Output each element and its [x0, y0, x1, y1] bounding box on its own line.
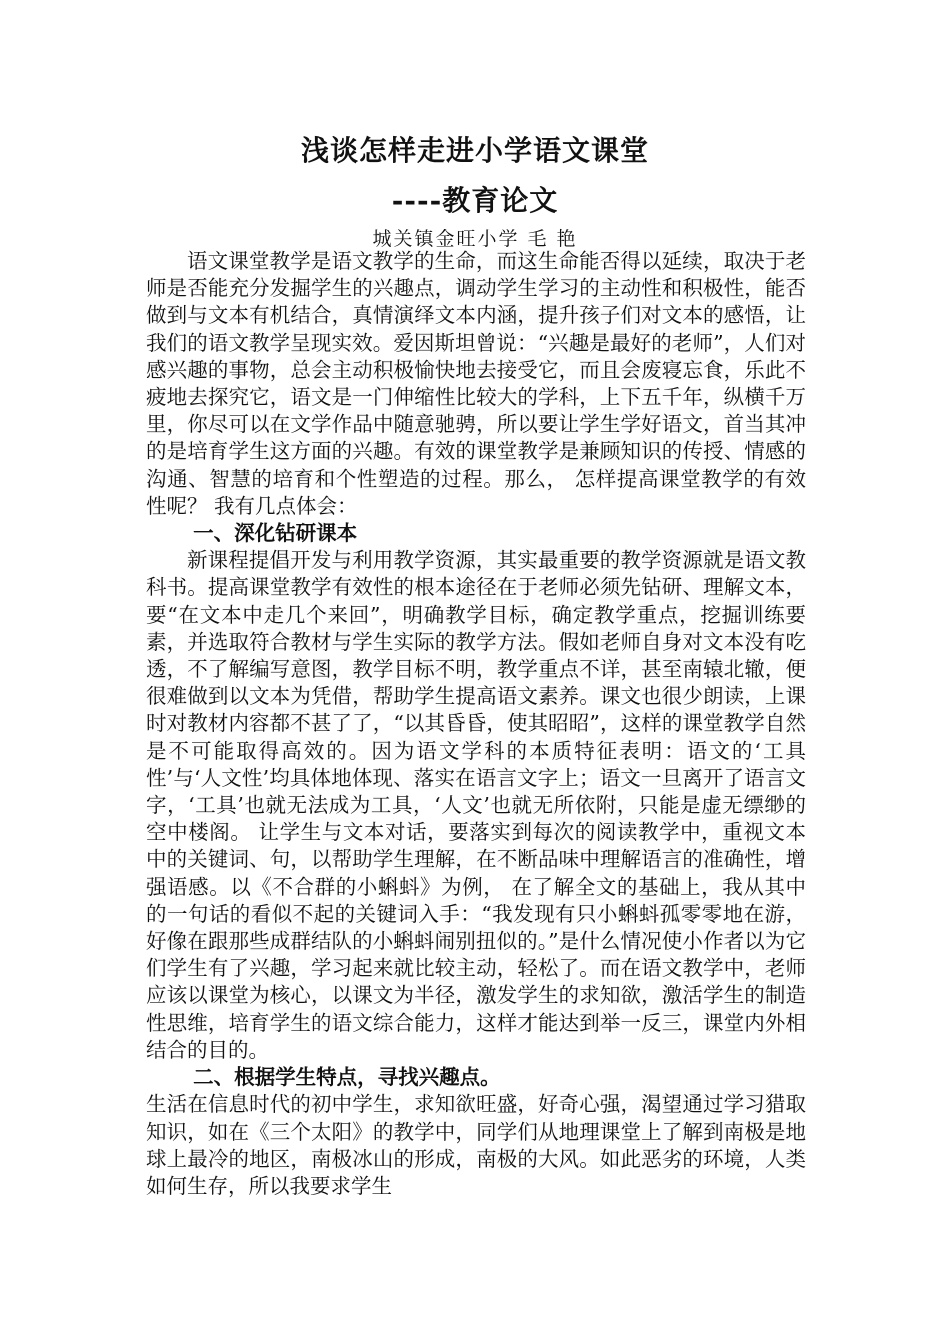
document-subtitle: ----教育论文 — [391, 184, 559, 217]
author-line: 城关镇金旺小学 毛 艳 — [372, 228, 578, 250]
document-body — [146, 248, 806, 1200]
intro-paragraph: 语文课堂教学是语文教学的生命，而这生命能否得以延续，取决于老师是否能充分发掘学生的兴趣点，调动学生学习的主动性和积极性，能否做到与文本有机结合，真情演绎文本内涵，提升孩子们对文本的感悟，让我们的语文教学呈现实效。爱因斯坦曾说：“兴趣是最好的老师”，人们对感兴趣的事物，总会主动积极愉快地去接受它，而且会废寝忘食，乐此不疲地去探究它，语文是一门伸缩性比较大的学科，上下五千年，纵横千万里，你尽可以在文学作品中随意驰骋，所以要让学生学好语文，首当其冲的是培育学生这方面的兴趣。有效的课堂教学是兼顾知识的传授、情感的沟通、智慧的培育和个性塑造的过程。那么， 怎样提高课堂教学的有效性呢？ 我有几点体会： — [146, 249, 806, 518]
document-title: 浅谈怎样走进小学语文课堂 — [300, 134, 649, 167]
section-1-heading: 一、深化钻研课本 — [193, 521, 358, 546]
section-2-heading: 二、根据学生特点，寻找兴趣点。 — [193, 1065, 501, 1090]
section-2-paragraph: 生活在信息时代的初中学生，求知欲旺盛，好奇心强，渴望通过学习猎取知识，如在《三个太阳》的教学中，同学们从地理课堂上了解到南极是地球上最冷的地区，南极冰山的形成，南极的大风。如此恶劣的环境，人类如何生存，所以我要求学生 — [146, 1092, 806, 1198]
section-1-paragraph: 新课程提倡开发与利用教学资源，其实最重要的教学资源就是语文教科书。提高课堂教学有效性的根本途径在于老师必须先钻研、理解文本，要“在文本中走几个来回”，明确教学目标，确定教学重点，挖掘训练要素，并选取符合教材与学生实际的教学方法。假如老师自身对文本没有吃透，不了解编写意图，教学目标不明，教学重点不详，甚至南辕北辙，便很难做到以文本为凭借，帮助学生提高语文素养。课文也很少朗读，上课时对教材内容都不甚了了，“以其昏昏，使其昭昭”，这样的课堂教学自然是不可能取得高效的。因为语文学科的本质特征表明：语文的‘工具性’与‘人文性’均具体地体现、落实在语言文字上；语文一旦离开了语言文字，‘工具’也就无法成为工具，‘人文’也就无所依附，只能是虚无缥缈的空中楼阁。 让学生与文本对话，要落实到每次的阅读教学中，重视文本中的关键词、句，以帮助学生理解，在不断品味中理解语言的准确性，增强语感。以《不合群的小蝌蚪》为例， 在了解全文的基础上，我从其中的一句话的看似不起的关键词入手：“我发现有只小蝌蚪孤零零地在游，好像在跟那些成群结队的小蝌蚪闹别扭似的。”是什么情况使小作者以为它们学生有了兴趣，学习起来就比较主动，轻松了。而在语文教学中，老师应该以课堂为核心，以课文为半径，激发学生的求知欲，激活学生的制造性思维，培育学生的语文综合能力，这样才能达到举一反三，课堂内外相结合的目的。 — [146, 548, 806, 1062]
